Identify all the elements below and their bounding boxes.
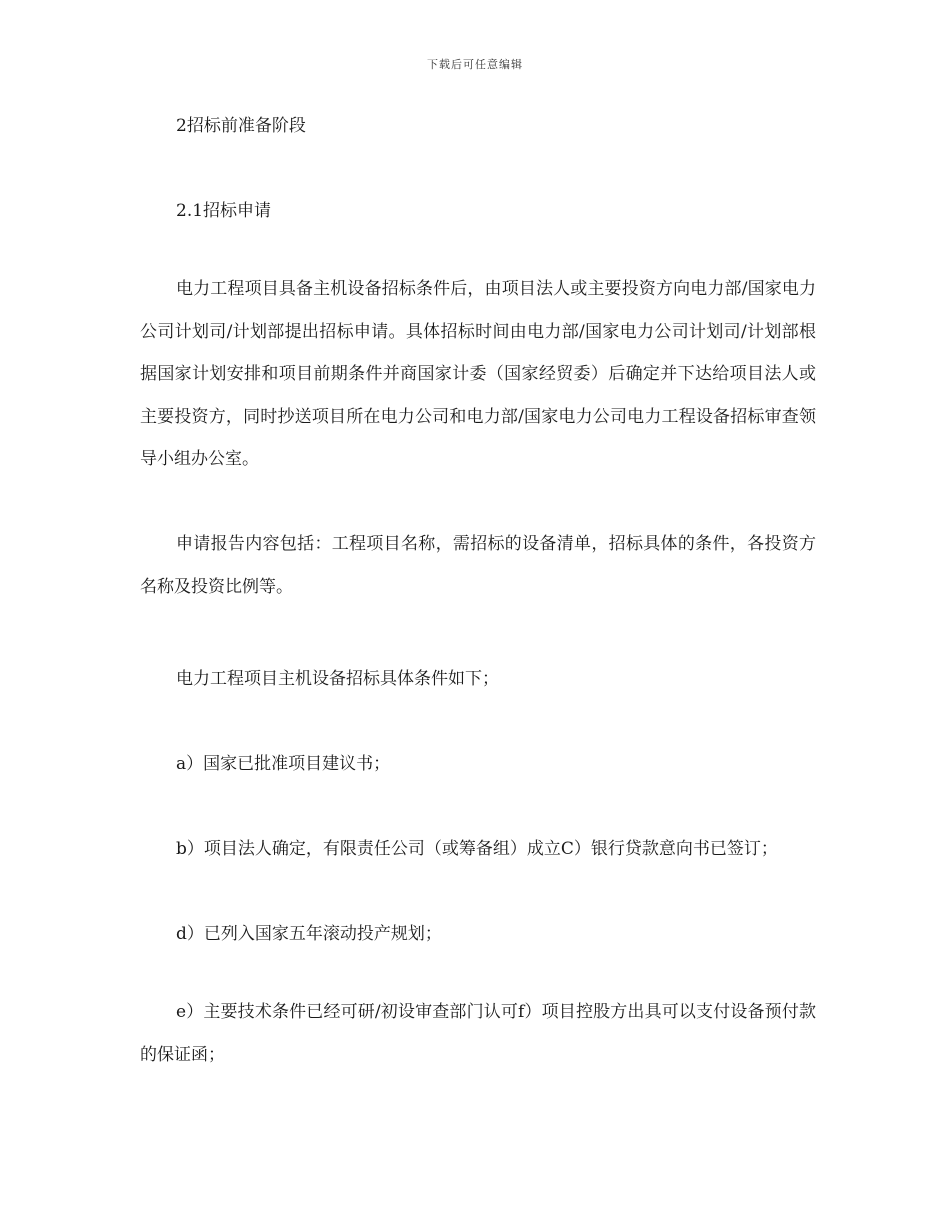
paragraph-report-contents: 申请报告内容包括：工程项目名称，需招标的设备清单，招标具体的条件，各投资方名称及投资比例等。 xyxy=(140,534,816,597)
condition-item: a）国家已批准项目建议书； xyxy=(176,754,391,774)
section-heading: 2招标前准备阶段 xyxy=(176,116,306,136)
conditions-intro: 电力工程项目主机设备招标具体条件如下； xyxy=(176,669,499,689)
condition-item: e）主要技术条件已经可研/初设审查部门认可f）项目控股方出具可以支付设备预付款的保证函； xyxy=(140,1002,816,1065)
paragraph-application: 电力工程项目具备主机设备招标条件后，由项目法人或主要投资方向电力部/国家电力公司计划司/计划部提出招标申请。具体招标时间由电力部/国家电力公司计划司/计划部根据国家计划安排和项目前期条件并商国家计委（国家经贸委）后确定并下达给项目法人或主要投资方，同时抄送项目所在电力公司和电力部/国家电力公司电力工程设备招标审查领导小组办公室。 xyxy=(140,279,816,469)
condition-item: b）项目法人确定，有限责任公司（或筹备组）成立C）银行贷款意向书已签订； xyxy=(176,839,778,859)
subsection-heading: 2.1招标申请 xyxy=(176,201,272,221)
condition-item: d）已列入国家五年滚动投产规划； xyxy=(176,924,442,944)
page-header-note: 下载后可任意编辑 xyxy=(427,58,523,71)
